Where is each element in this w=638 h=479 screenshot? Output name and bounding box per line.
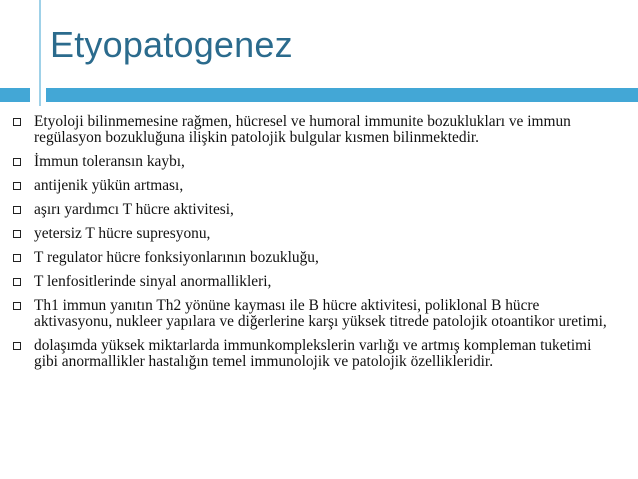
bullet-item [10,154,610,170]
bullet-text: aşırı yardımcı T hücre aktivitesi, [34,201,234,218]
bullet-item [10,226,610,242]
square-bullet-icon [13,254,21,262]
accent-bar [46,88,638,102]
bullet-text: antijenik yükün artması, [34,177,184,194]
square-bullet-icon [13,342,21,350]
bullet-item [10,178,610,194]
square-bullet-icon [13,230,21,238]
bullet-item [10,202,610,218]
square-bullet-icon [13,206,21,214]
bullet-text: dolaşımda yüksek miktarlarda immunkomplekslerin varlığı ve artmış kompleman tuketimi gibi anormallikler hastalığın temel immunolojik ve patolojik özellikleridir. [34,337,592,370]
bullet-text: T lenfositlerinde sinyal anormallikleri, [34,273,272,290]
bullet-text: yetersiz T hücre supresyonu, [34,225,211,242]
decorative-vertical-line [39,0,41,106]
square-bullet-icon [13,278,21,286]
bullet-item [10,298,610,330]
bullet-list [10,114,610,378]
square-bullet-icon [13,302,21,310]
square-bullet-icon [13,158,21,166]
bullet-text: Etyoloji bilinmemesine rağmen, hücresel ve humoral immunite bozuklukları ve immun regülasyon bozukluğuna ilişkin patolojik bulgular kısmen bilinmektedir. [34,113,571,146]
bullet-item [10,250,610,266]
accent-bar-left [0,88,30,102]
bullet-text: Th1 immun yanıtın Th2 yönüne kayması ile B hücre aktivitesi, poliklonal B hücre aktivasyonu, nukleer yapılara ve diğerlerine karşı yüksek titrede patolojik otoantikor uretimi, [34,297,607,330]
bullet-text: İmmun toleransın kaybı, [34,153,185,170]
square-bullet-icon [13,118,21,126]
bullet-text: T regulator hücre fonksiyonlarının bozukluğu, [34,249,319,266]
bullet-item [10,114,610,146]
bullet-item [10,274,610,290]
slide-title: Etyopatogenez [50,24,293,65]
square-bullet-icon [13,182,21,190]
bullet-item [10,338,610,370]
